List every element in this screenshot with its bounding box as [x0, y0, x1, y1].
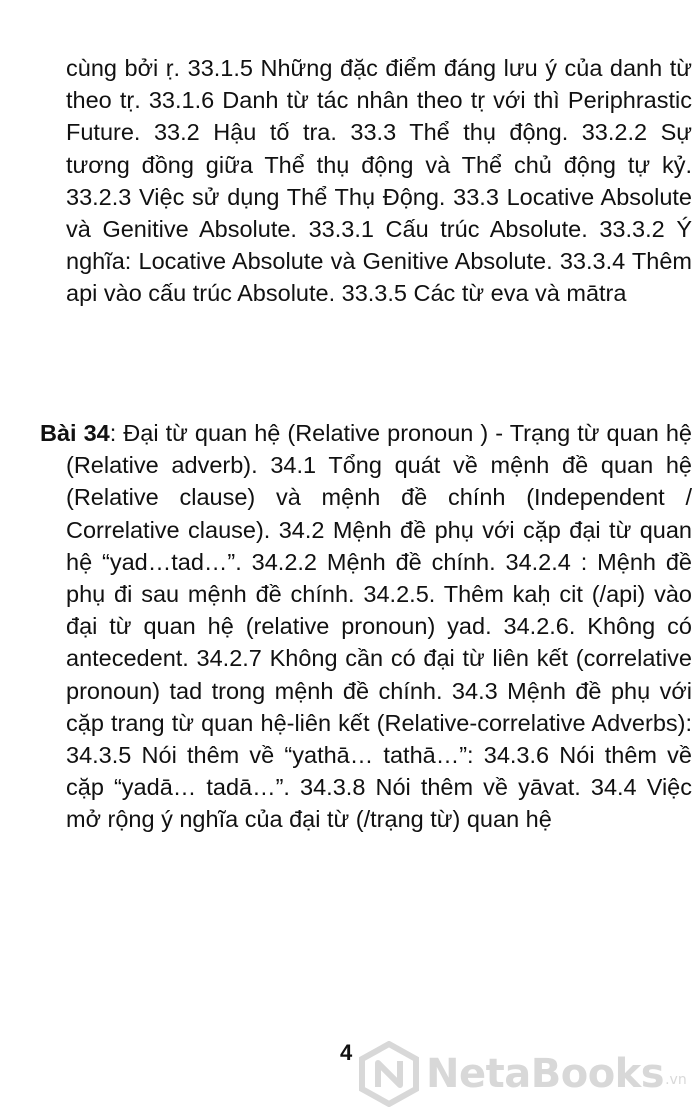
watermark [358, 1036, 688, 1112]
watermark-brand: NetaBooks [426, 1051, 665, 1097]
lesson-34-entry [40, 417, 692, 836]
section-33-continuation-text: cùng bởi ṛ. 33.1.5 Những đặc điểm đáng lưu ý của danh từ theo tṛ. 33.1.6 Danh từ tác nhân theo tṛ với thì Periphrastic Future. 33.2 Hậu tố tra. 33.3 Thể thụ động. 33.2.2 Sự tương đồng giữa Thể thụ động và Thể chủ động tự kỷ. 33.2.3 Việc sử dụng Thể Thụ Động. 33.3 Locative Absolute và Genitive Absolute. 33.3.1 Cấu trúc Absolute. 33.3.2 Ý nghĩa: Locative Absolute và Genitive Absolute. 33.3.4 Thêm api vào cấu trúc Absolute. 33.3.5 Các từ eva và mātra [66, 55, 692, 307]
lesson-34-text: : Đại từ quan hệ (Relative pronoun ) - Trạng từ quan hệ (Relative adverb). 34.1 Tổng quát về mệnh đề quan hệ (Relative clause) và mệnh đề chính (Independent / Correlative clause). 34.2 Mệnh đề phụ với cặp đại từ quan hệ “yad…tad…”. 34.2.2 Mệnh đề chính. 34.2.4 : Mệnh đề phụ đi sau mệnh đề chính. 34.2.5. Thêm kaḥ cit (/api) vào đại từ quan hệ (relative pronoun) yad. 34.2.6. Không có antecedent. 34.2.7 Không cần có đại từ liên kết (correlative pronoun) tad trong mệnh đề chính. 34.3 Mệnh đề phụ với cặp trang từ quan hệ-liên kết (Relative-correlative Adverbs): 34.3.5 Nói thêm về “yathā… tathā…”: 34.3.6 Nói thêm về cặp “yadā… tadā…”. 34.3.8 Nói thêm về yāvat. 34.4 Việc mở rộng ý nghĩa của đại từ (/trạng từ) quan hệ [66, 420, 692, 833]
netabooks-logo-icon [358, 1041, 420, 1107]
watermark-suffix: .vn [665, 1072, 687, 1088]
lesson-34-label: Bài 34 [40, 420, 110, 446]
page-number: 4 [340, 1040, 353, 1065]
